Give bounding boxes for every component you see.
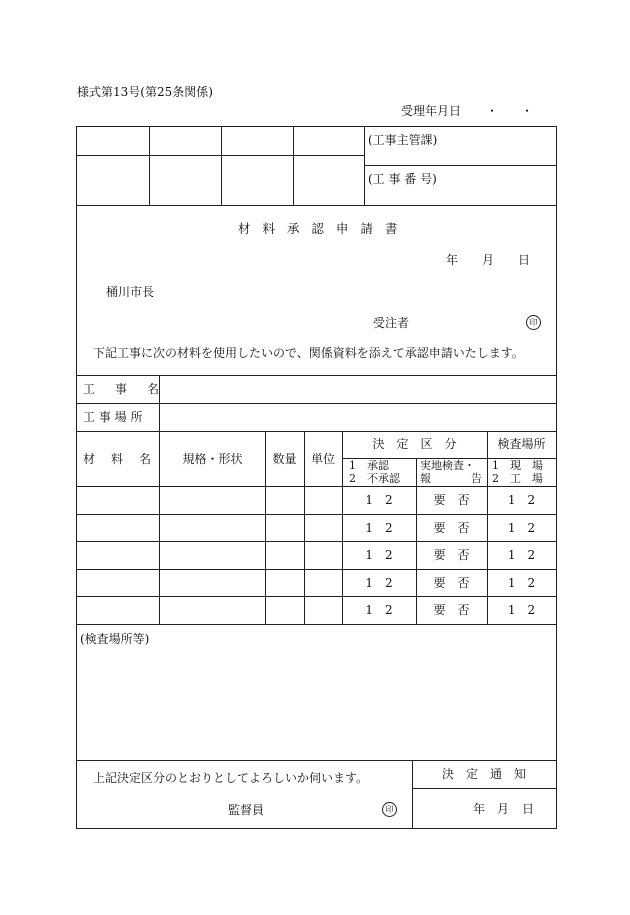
stamp-divider: [221, 126, 222, 205]
header-inspection-place: 検査場所: [497, 437, 546, 451]
date-day: 日: [518, 253, 531, 267]
row-place: 1 2: [507, 548, 536, 562]
notice-month: 月: [497, 802, 510, 816]
notice-divider: [412, 788, 556, 789]
header-decision: 決 定 区 分: [372, 437, 457, 451]
seal-icon: 印: [526, 315, 541, 330]
frame-right: [556, 126, 557, 829]
notice-year: 年: [473, 802, 486, 816]
row-decision: 1 2: [365, 548, 393, 562]
header-spec: 規格・形状: [182, 452, 243, 466]
header-approve-2: 2 不承認: [349, 472, 400, 485]
header-inspect-2a: 報: [420, 472, 431, 485]
row-place: 1 2: [507, 493, 536, 507]
seal-icon: 印: [382, 802, 397, 817]
header-inspect-2b: 告: [471, 472, 482, 485]
row-place: 1 2: [507, 575, 536, 590]
row-inspection: 要 否: [433, 548, 470, 562]
header-place-2: 2 工 場: [492, 472, 543, 485]
header-inspect-1: 実地検査・: [420, 459, 475, 472]
inspection-note-label: (検査場所等): [80, 632, 150, 646]
work-number-label: (工 事 番 号): [368, 172, 437, 186]
header-qty: 数量: [272, 452, 297, 466]
contractor-label: 受注者: [373, 316, 410, 330]
receipt-date-label: 受理年月日: [401, 104, 462, 118]
footer-top-line: [76, 760, 557, 761]
label-column-line: [159, 375, 160, 624]
stamp-divider: [293, 126, 294, 205]
row-decision: 1 2: [365, 603, 393, 617]
row-line: [76, 431, 557, 432]
decision-notice-label: 決 定 通 知: [441, 767, 526, 781]
row-line: [76, 375, 557, 376]
frame-bottom: [76, 828, 557, 829]
header-place-1: 1 現 場: [492, 459, 543, 472]
row-decision: 1 2: [365, 493, 393, 507]
dept-divider: [364, 165, 556, 166]
receipt-date-sep-1: ・: [486, 104, 499, 118]
header-bottom-line: [76, 205, 557, 206]
intro-text: 下記工事に次の材料を使用したいので、関係資料を添えて承認申請いたします。: [93, 346, 524, 360]
header-approve-1: 1 承認: [349, 459, 389, 472]
row-decision: 1 2: [365, 520, 393, 535]
row-inspection: 要 否: [433, 603, 470, 617]
footer-text: 上記決定区分のとおりとしてよろしいか伺います。: [93, 771, 369, 785]
dept-label: (工事主管課): [368, 133, 438, 147]
row-line: [76, 403, 557, 404]
header-material: 材 料 名: [83, 452, 154, 466]
row-place: 1 2: [507, 520, 536, 535]
frame-left: [76, 126, 77, 829]
header-unit: 単位: [310, 452, 335, 466]
notice-day: 日: [522, 802, 535, 816]
row-inspection: 要 否: [433, 575, 470, 590]
row-decision: 1 2: [365, 575, 393, 590]
form-number-label: 様式第13号(第25条関係): [77, 85, 213, 99]
date-year: 年: [446, 253, 459, 267]
work-place-label: 工 事 場 所: [83, 410, 143, 424]
work-name-label: 工 事 名: [83, 382, 164, 396]
row-inspection: 要 否: [433, 520, 470, 535]
row-inspection: 要 否: [433, 493, 470, 507]
table-row-line: [76, 624, 557, 625]
date-month: 月: [482, 253, 495, 267]
supervisor-label: 監督員: [228, 803, 265, 817]
addressee: 桶川市長: [106, 285, 155, 299]
stamp-row-divider: [76, 155, 364, 156]
page-title: 材 料 承 認 申 請 書: [238, 221, 402, 236]
receipt-date-sep-2: ・: [521, 104, 534, 118]
row-place: 1 2: [507, 603, 536, 617]
stamp-divider: [149, 126, 150, 205]
